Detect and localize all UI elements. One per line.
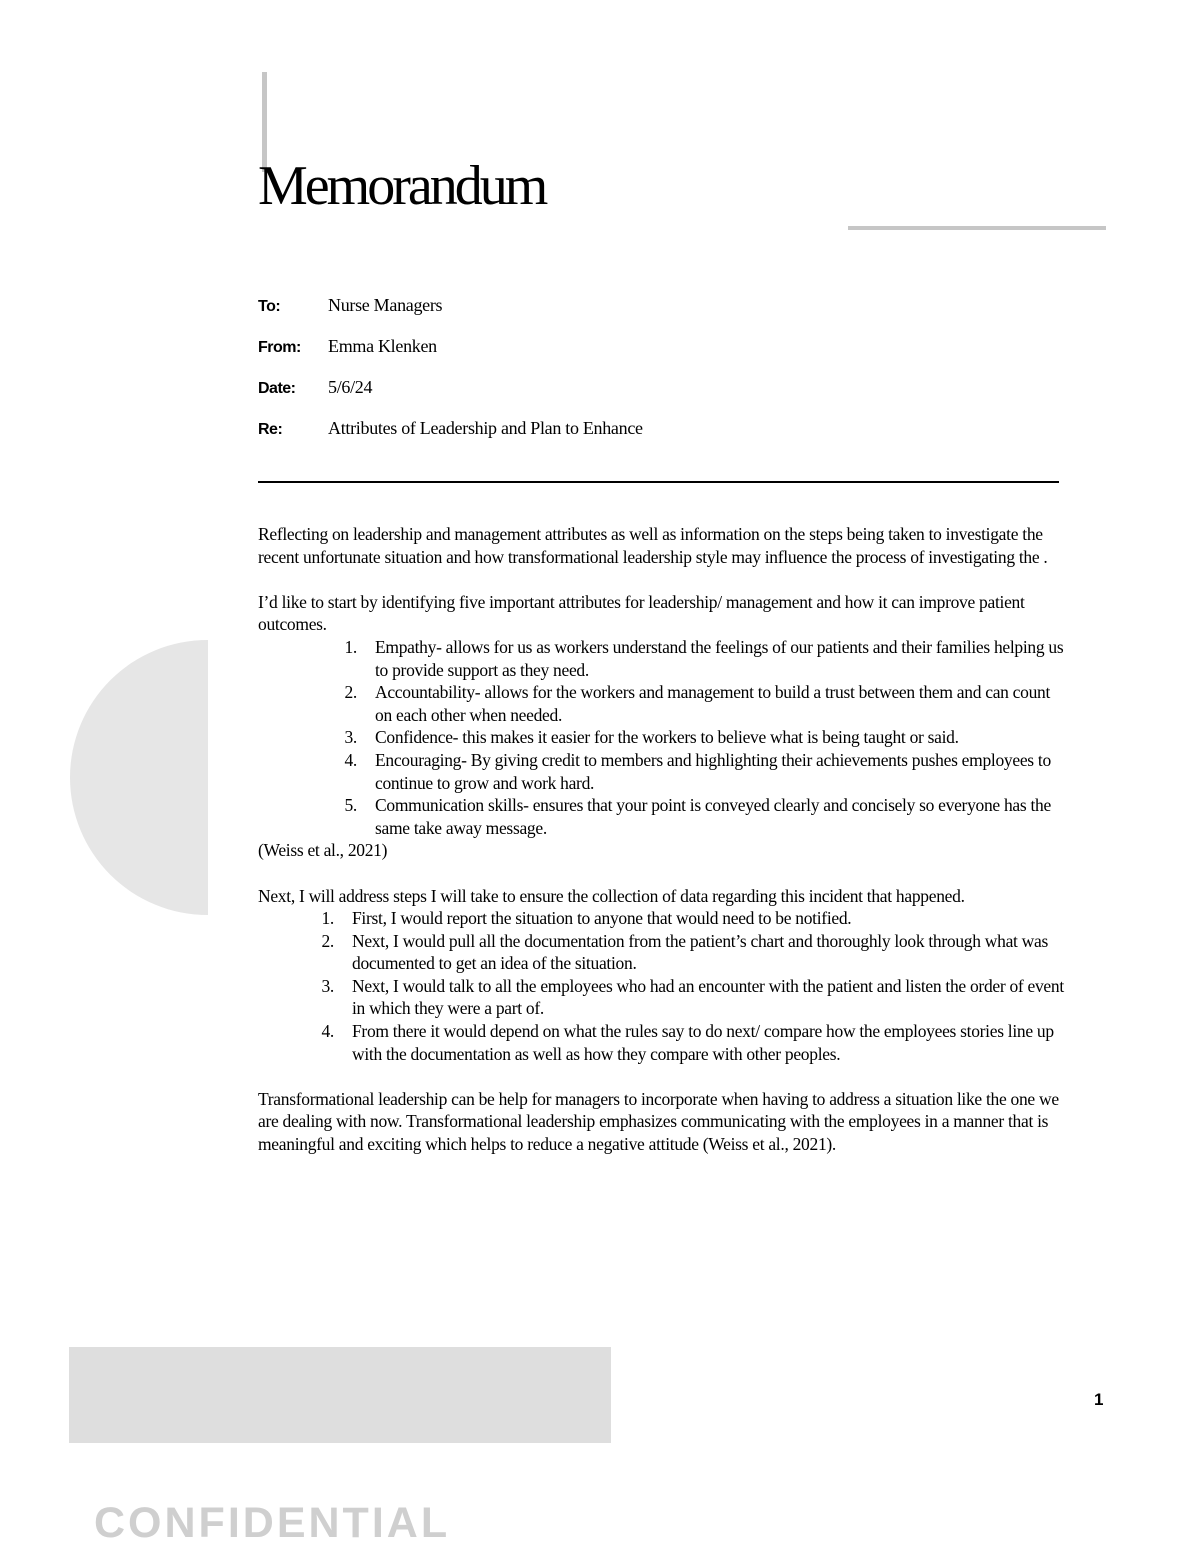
- header-row-from: [258, 335, 437, 359]
- from-label: From:: [258, 339, 301, 356]
- header-divider: [258, 481, 1059, 483]
- memo-body: [258, 523, 1068, 1156]
- date-value: 5/6/24: [328, 377, 373, 397]
- steps-intro: Next, I will address steps I will take to ensure the collection of data regarding this incident that happened.: [258, 885, 965, 906]
- page-number: 1: [1094, 1390, 1104, 1409]
- memo-title: Memorandum: [258, 155, 546, 217]
- header-row-re: [258, 417, 643, 441]
- conclusion-paragraph: Transformational leadership can be help for managers to incorporate when having to address a situation like the one we are dealing with now. Transformational leadership emphasizes communicating with the employees in a manner that is meaningful and exciting which helps to reduce a negative attitude (Weiss et al., 2021).: [258, 1088, 1059, 1155]
- re-label: Re:: [258, 421, 283, 438]
- list-item: 3. Confidence- this makes it easier for the workers to believe what is being taught or said.: [344, 727, 959, 748]
- list-item: 2. Accountability- allows for the workers and management to build a trust between them and can count on each other when needed.: [344, 682, 1051, 725]
- confidential-watermark: CONFIDENTIAL: [94, 1499, 451, 1547]
- header-row-to: [258, 294, 442, 318]
- to-label: To:: [258, 298, 281, 315]
- attributes-intro: I’d like to start by identifying five important attributes for leadership/ management and how it can improve patient outcomes.: [258, 591, 1025, 635]
- decorative-top-rule: [848, 226, 1106, 230]
- to-value: Nurse Managers: [328, 295, 443, 315]
- list-item: 3. Next, I would talk to all the employees who had an encounter with the patient and listen the order of event in which they were a part of.: [321, 975, 1064, 1019]
- list-item: 1. First, I would report the situation to anyone that would need to be notified.: [321, 908, 852, 929]
- list-item: 2. Next, I would pull all the documentation from the patient’s chart and thoroughly look through what was documented to get an idea of the situation.: [321, 930, 1048, 974]
- attributes-list: [258, 636, 1068, 839]
- decorative-half-circle: [70, 640, 208, 915]
- intro-paragraph: Reflecting on leadership and management attributes as well as information on the steps being taken to investigate the recent unfortunate situation and how transformational leadership style may influence the process of investigating the .: [258, 524, 1048, 567]
- header-row-date: [258, 376, 372, 400]
- date-label: Date:: [258, 380, 296, 397]
- list-item: 4. From there it would depend on what the rules say to do next/ compare how the employees stories line up with the documentation as well as how they compare with other peoples.: [321, 1021, 1054, 1064]
- list-item: 5. Communication skills- ensures that your point is conveyed clearly and concisely so everyone has the same take away message.: [344, 795, 1051, 838]
- from-value: Emma Klenken: [328, 336, 437, 356]
- list-item: 4. Encouraging- By giving credit to members and highlighting their achievements pushes employees to continue to grow and work hard.: [344, 749, 1051, 793]
- re-value: Attributes of Leadership and Plan to Enhance: [328, 418, 643, 438]
- list-item: 1. Empathy- allows for us as workers understand the feelings of our patients and their families helping us to provide support as they need.: [344, 636, 1064, 680]
- steps-list: [258, 907, 1068, 1065]
- citation: (Weiss et al., 2021): [258, 840, 388, 861]
- decorative-footer-block: [69, 1347, 611, 1443]
